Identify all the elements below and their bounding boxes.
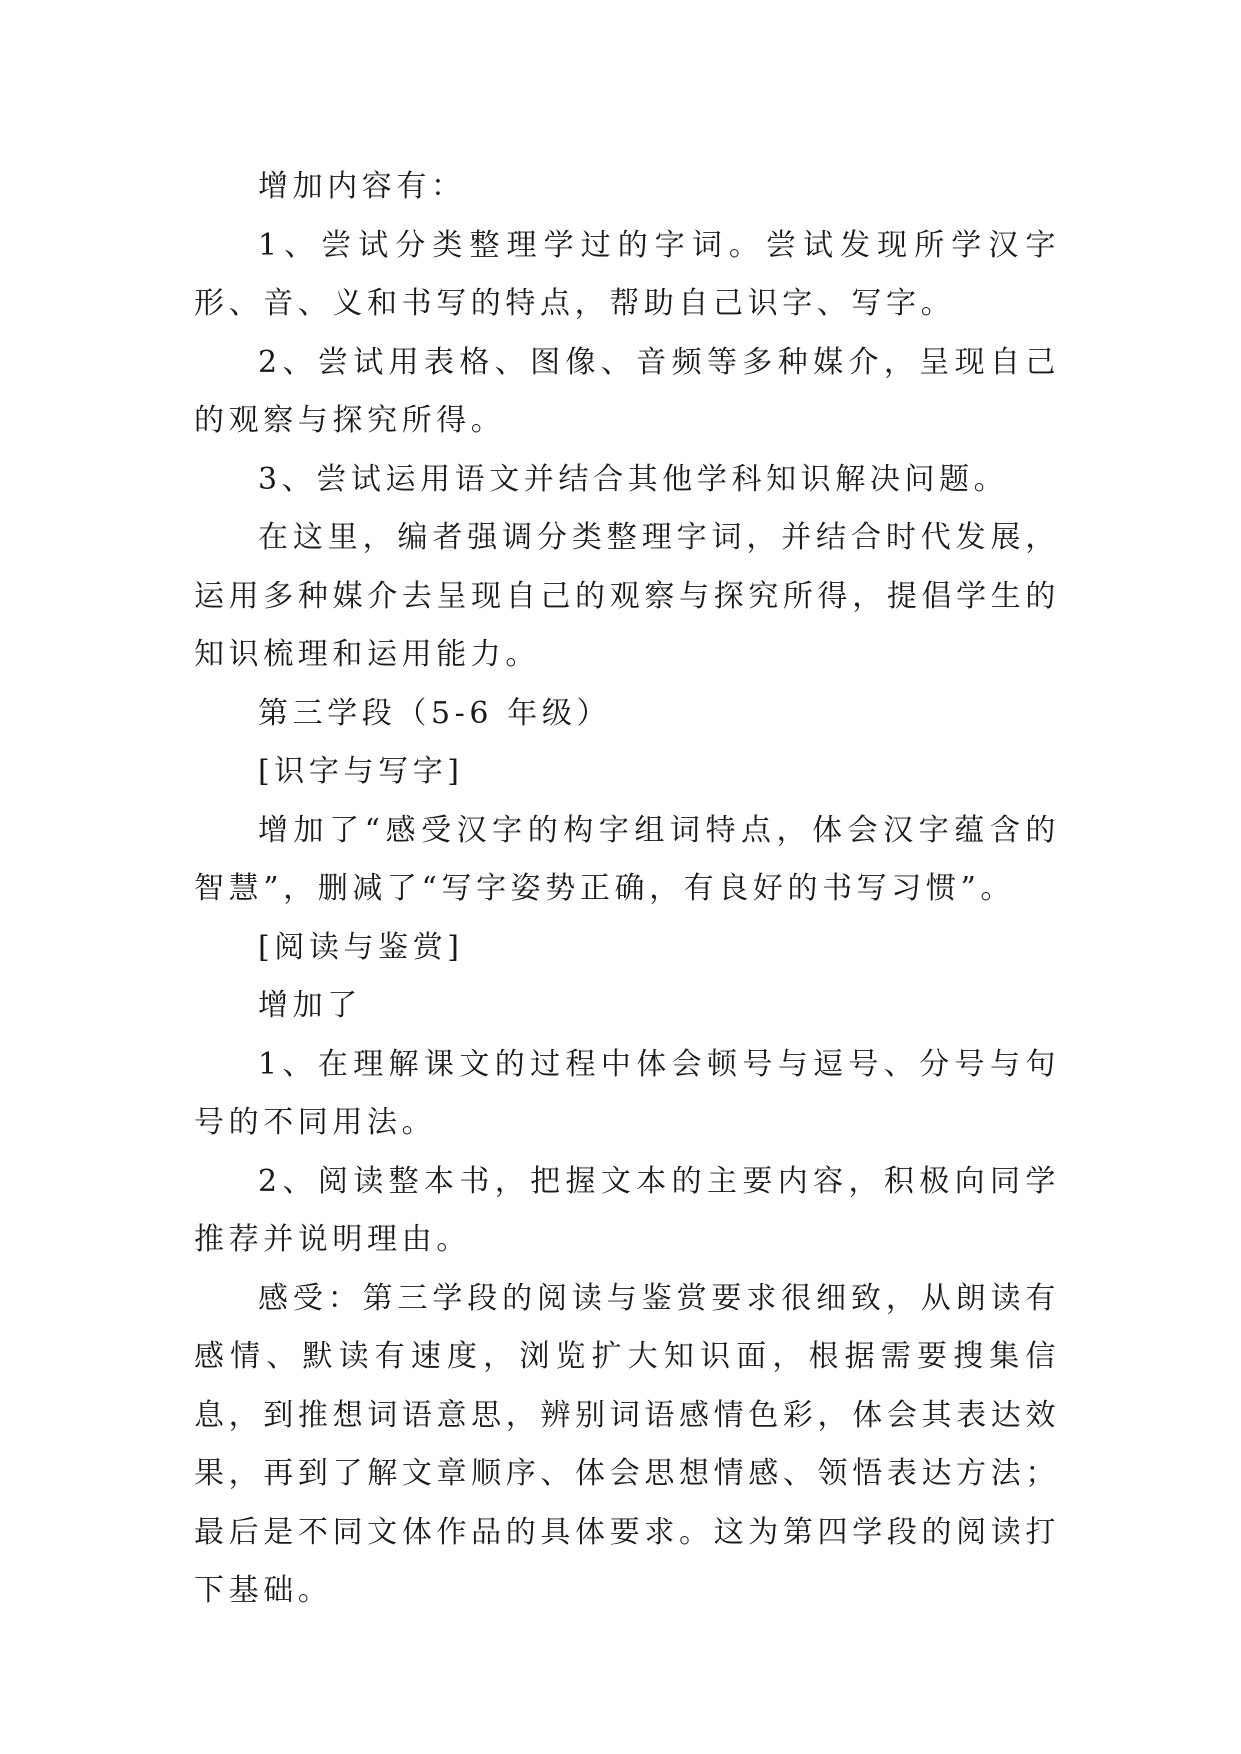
paragraph-item-1-classify-words: 1、尝试分类整理学过的字词。尝试发现所学汉字形、音、义和书写的特点，帮助自己识字、写字。 [194, 227, 1060, 321]
paragraph-added-content-heading: 增加内容有： [258, 169, 466, 204]
paragraph-item-2-media: 2、尝试用表格、图像、音频等多种媒介，呈现自己的观察与探究所得。 [194, 344, 1060, 438]
paragraph-item-3-cross-subject: 3、尝试运用语文并结合其他学科知识解决问题。 [258, 461, 1009, 497]
subsection-heading-reading-appreciation: [阅读与鉴赏] [258, 929, 464, 965]
section-heading-stage-three: 第三学段（5-6 年级） [258, 695, 612, 731]
paragraph-reading-item-2: 2、阅读整本书，把握文本的主要内容，积极向同学推荐并说明理由。 [194, 1163, 1060, 1257]
document-body [194, 158, 1060, 1621]
subsection-heading-literacy-writing: [识字与写字] [258, 754, 464, 789]
paragraph-reading-item-1: 1、在理解课文的过程中体会顿号与逗号、分号与句号的不同用法。 [194, 1046, 1060, 1140]
paragraph-editor-emphasis: 在这里，编者强调分类整理字词，并结合时代发展，运用多种媒介去呈现自己的观察与探究所得，提倡学生的知识梳理和运用能力。 [194, 520, 1060, 672]
paragraph-added-label: 增加了 [258, 988, 362, 1023]
paragraph-literacy-changes: 增加了“感受汉字的构字组词特点，体会汉字蕴含的智慧”，删减了“写字姿势正确，有良好的书写习惯”。 [194, 812, 1060, 906]
paragraph-reading-reflection: 感受：第三学段的阅读与鉴赏要求很细致，从朗读有感情、默读有速度，浏览扩大知识面，根据需要搜集信息，到推想词语意思，辨别词语感情色彩，体会其表达效果，再到了解文章顺序、体会思想情感、领悟表达方法；最后是不同文体作品的具体要求。这为第四学段的阅读打下基础。 [194, 1280, 1060, 1608]
